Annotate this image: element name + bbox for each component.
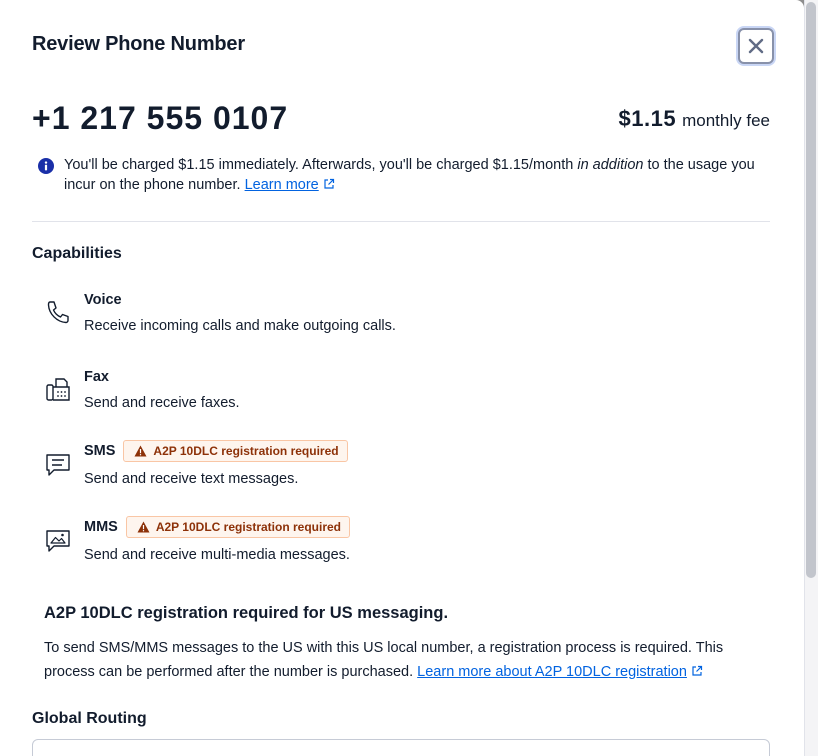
capability-title: Voice <box>84 292 122 308</box>
charge-info-part1: You'll be charged $1.15 immediately. Afterwards, you'll be charged $1.15/month <box>64 157 578 173</box>
capability-description: Receive incoming calls and make outgoing calls. <box>84 318 396 334</box>
external-link-icon <box>691 665 703 677</box>
monthly-fee <box>619 106 770 132</box>
info-icon <box>38 158 54 174</box>
phone-icon <box>44 298 72 326</box>
capability-description: Send and receive faxes. <box>84 395 240 411</box>
a2p-heading: A2P 10DLC registration required for US messaging. <box>44 604 449 622</box>
charge-info-emphasis: in addition <box>577 157 644 173</box>
a2p-description-text: To send SMS/MMS messages to the US with this US local number, a registration process is required. This process can be performed after the number is purchased. <box>44 640 724 680</box>
badge-label: A2P 10DLC registration required <box>155 520 342 534</box>
a2p-warning-badge <box>123 440 347 462</box>
capability-title-row <box>84 438 348 464</box>
fee-label: monthly fee <box>682 111 770 130</box>
capability-description: Send and receive multi-media messages. <box>84 547 350 563</box>
charge-info-text <box>64 155 774 195</box>
media-message-icon <box>44 527 72 555</box>
close-icon <box>748 38 764 54</box>
warning-icon <box>134 445 147 457</box>
global-routing-heading: Global Routing <box>32 710 147 727</box>
message-icon <box>44 451 72 479</box>
capability-title-row <box>84 369 109 385</box>
a2p-description <box>44 636 774 684</box>
a2p-learn-more-link[interactable]: Learn more about A2P 10DLC registration <box>417 664 687 680</box>
capability-description: Send and receive text messages. <box>84 471 299 487</box>
scrollbar-thumb[interactable] <box>806 2 816 578</box>
capabilities-heading: Capabilities <box>32 245 122 262</box>
divider <box>32 221 770 222</box>
capability-title: MMS <box>84 519 118 535</box>
capability-title-row <box>84 514 350 540</box>
badge-label: A2P 10DLC registration required <box>153 444 339 458</box>
warning-icon <box>137 521 150 533</box>
a2p-warning-badge <box>126 516 350 538</box>
learn-more-link[interactable]: Learn more <box>244 177 319 193</box>
fax-icon <box>44 375 72 403</box>
capability-title-row <box>84 292 122 308</box>
external-link-icon <box>323 178 335 190</box>
global-routing-field[interactable] <box>32 739 770 756</box>
close-button[interactable] <box>738 28 774 64</box>
capability-title: SMS <box>84 443 116 459</box>
phone-number: +1 217 555 0107 <box>32 100 289 136</box>
fee-amount: $1.15 <box>618 106 677 131</box>
charge-info-part2: to the usage you incur on the phone number. <box>64 157 755 193</box>
modal-title: Review Phone Number <box>32 33 245 55</box>
capability-title: Fax <box>84 369 109 385</box>
